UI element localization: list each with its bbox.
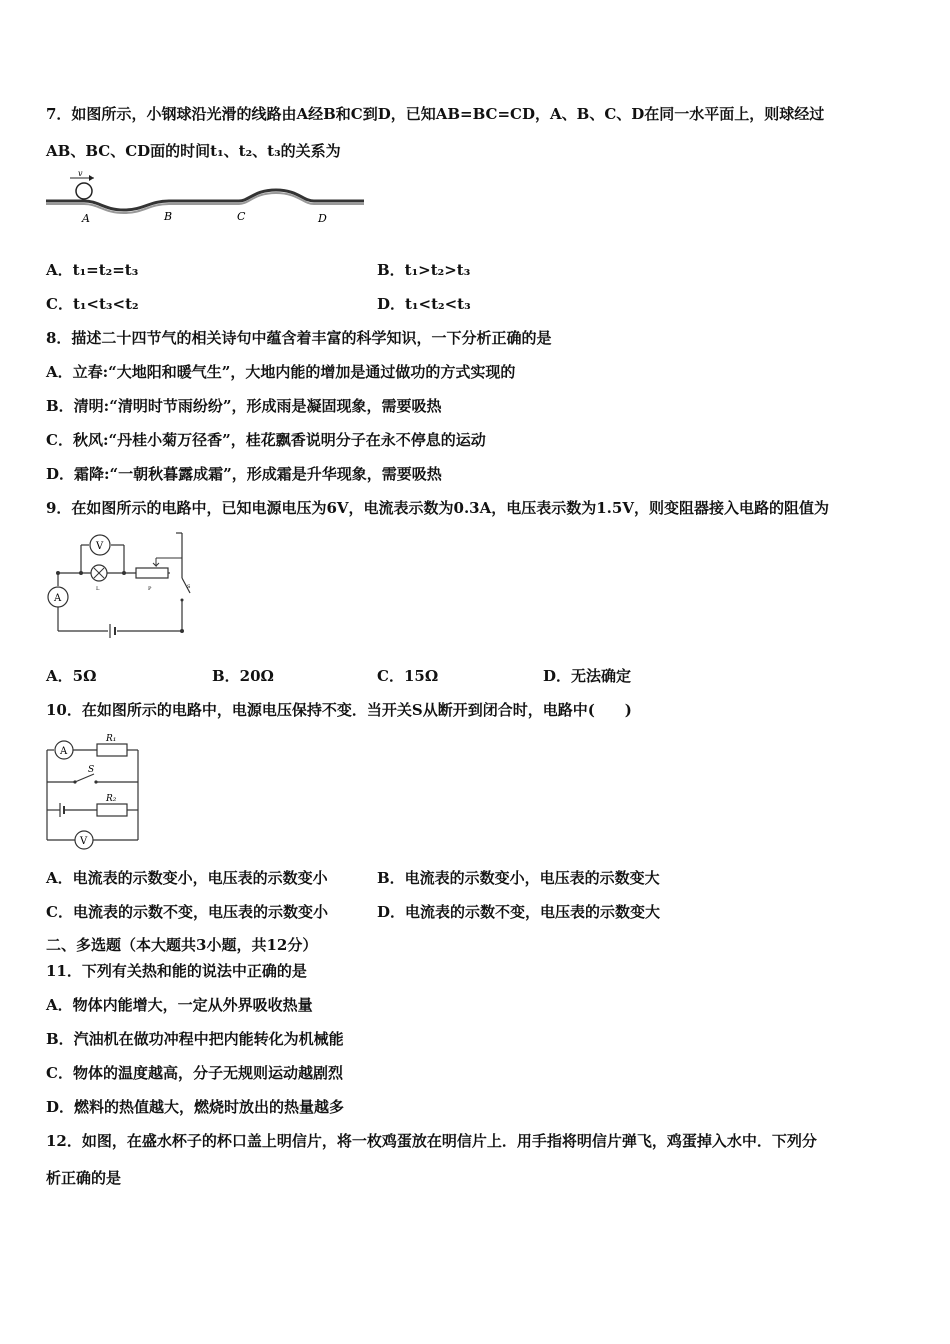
q10-switch-label: S — [88, 765, 95, 775]
q8-option-d: D．霜降:“一朝秋暮露成霜”，形成霜是升华现象，需要吸热 — [46, 465, 442, 483]
q10-option-a: A．电流表的示数变小，电压表的示数变小 — [46, 869, 328, 887]
q10-r1-label: R₁ — [106, 734, 117, 744]
q9-option-d: D．无法确定 — [543, 667, 632, 685]
q7-label-a: A — [82, 212, 90, 225]
q11-option-d: D．燃料的热值越大，燃烧时放出的热量越多 — [46, 1098, 345, 1116]
q9-circuit-figure — [44, 528, 196, 640]
q7-label-d: D — [318, 212, 327, 225]
steel-ball-icon — [76, 183, 92, 199]
rheostat-icon — [136, 568, 168, 578]
q10-circuit-figure — [42, 732, 146, 852]
q10-r2-label: R₂ — [106, 794, 117, 804]
q7-label-c: C — [237, 210, 246, 223]
q11-stem: 11．下列有关热和能的说法中正确的是 — [46, 962, 307, 980]
q11-option-a: A．物体内能增大，一定从外界吸收热量 — [46, 996, 313, 1014]
q9-option-b: B．20Ω — [212, 667, 274, 685]
q9-rheostat-label: P — [148, 586, 152, 592]
q8-stem: 8．描述二十四节气的相关诗句中蕴含着丰富的科学知识，一下分析正确的是 — [46, 329, 552, 347]
q7-label-b: B — [164, 210, 173, 223]
q10-option-c: C．电流表的示数不变，电压表的示数变小 — [46, 903, 328, 921]
resistor-r2-icon — [97, 804, 127, 816]
q11-option-b: B．汽油机在做功冲程中把内能转化为机械能 — [46, 1030, 344, 1048]
q8-option-b: B．清明:“清明时节雨纷纷”，形成雨是凝固现象，需要吸热 — [46, 397, 442, 415]
q11-option-c: C．物体的温度越高，分子无规则运动越剧烈 — [46, 1064, 343, 1082]
q7-label-v: v — [78, 170, 83, 178]
q10-option-d: D．电流表的示数不变，电压表的示数变大 — [377, 903, 661, 921]
q8-option-a: A．立春:“大地阳和暖气生”，大地内能的增加是通过做功的方式实现的 — [46, 363, 516, 381]
q9-ammeter-label: A — [54, 593, 62, 604]
q10-ammeter-label: A — [60, 746, 68, 757]
q10-voltmeter-label: V — [80, 836, 88, 847]
q7-option-a: A．t₁=t₂=t₃ — [46, 261, 139, 279]
q9-option-c: C．15Ω — [377, 667, 439, 685]
q10-stem: 10．在如图所示的电路中，电源电压保持不变．当开关S从断开到闭合时，电路中( ) — [46, 701, 632, 719]
q7-option-d: D．t₁<t₂<t₃ — [377, 295, 471, 313]
q9-stem: 9．在如图所示的电路中，已知电源电压为6V，电流表示数为0.3A，电压表示数为1.5V，则变阻器接入电路的阻值为 — [46, 499, 829, 517]
q7-track-figure — [44, 170, 368, 228]
q10-option-b: B．电流表的示数变小，电压表的示数变大 — [377, 869, 660, 887]
q7-option-c: C．t₁<t₃<t₂ — [46, 295, 139, 313]
q7-stem-line2: AB、BC、CD面的时间t₁、t₂、t₃的关系为 — [46, 142, 341, 160]
switch-icon — [75, 774, 94, 782]
q8-option-c: C．秋风:“丹桂小菊万径香”，桂花飘香说明分子在永不停息的运动 — [46, 431, 486, 449]
q9-voltmeter-label: V — [96, 541, 104, 552]
resistor-r1-icon — [97, 744, 127, 756]
q7-option-b: B．t₁>t₂>t₃ — [377, 261, 471, 279]
q9-lamp-label: L — [96, 586, 100, 592]
q7-stem-line1: 7．如图所示，小钢球沿光滑的线路由A经B和C到D，已知AB=BC=CD，A、B、C、D在同一水平面上，则球经过 — [46, 105, 825, 123]
section-heading: 二、多选题（本大题共3小题，共12分） — [46, 936, 318, 954]
q12-stem-line1: 12．如图，在盛水杯子的杯口盖上明信片，将一枚鸡蛋放在明信片上．用手指将明信片弹飞，鸡蛋掉入水中．下列分 — [46, 1132, 817, 1150]
q9-option-a: A．5Ω — [46, 667, 97, 685]
q12-stem-line2: 析正确的是 — [46, 1169, 122, 1187]
q9-switch-label: S — [187, 584, 191, 590]
